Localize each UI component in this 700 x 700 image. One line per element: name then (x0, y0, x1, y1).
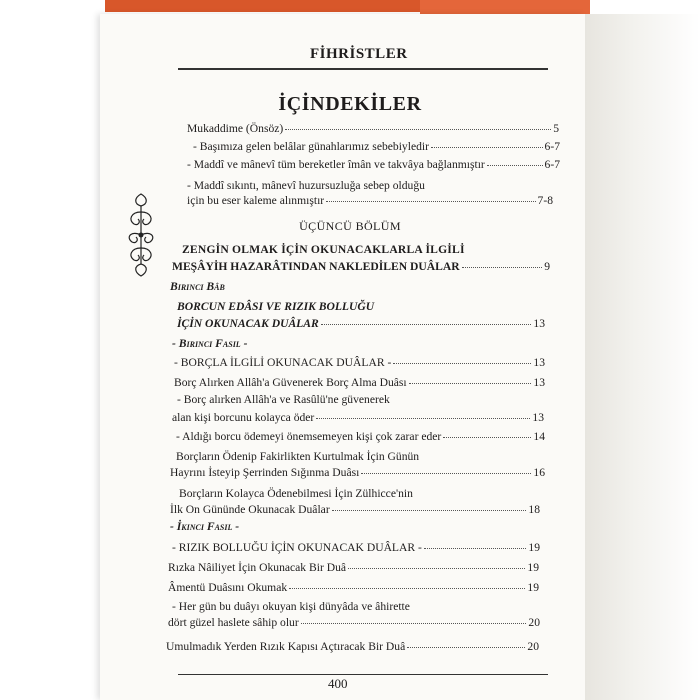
entry-text: Borç Alırken Allâh'a Güvenerek Borç Alma Duâsı (174, 376, 407, 389)
leader-dots (462, 267, 543, 268)
entry-text: Rızka Nâiliyet İçin Okunacak Bir Duâ (168, 561, 347, 574)
entry-page: 13 (533, 376, 545, 389)
entry-text: Umulmadık Yerden Rızık Kapısı Açtıracak Bir Duâ (166, 640, 406, 653)
entry-text: - Aldığı borcu ödemeyi önemsemeyen kişi çok zarar eder (176, 430, 442, 443)
toc-entry (172, 260, 550, 274)
entry-text: ZENGİN OLMAK İÇİN OKUNACAKLARLA İLGİLİ (182, 243, 465, 256)
leader-dots (424, 548, 527, 549)
entry-text: - Her gün bu duâyı okuyan kişi dünyâda ve âhirette (172, 600, 410, 613)
entry-text: - Başımıza gelen belâlar günahlarımız sebebiyledir (193, 140, 429, 153)
fasil-heading: - Birinci Fasıl - (172, 337, 248, 350)
entry-page: 13 (533, 356, 545, 369)
entry-text: Âmentü Duâsını Okumak (168, 581, 288, 594)
bab-heading: Birinci Bâb (170, 280, 225, 293)
leader-dots (487, 165, 543, 166)
toc-entry (172, 411, 544, 425)
entry-text: Hayrını İsteyip Şerrinden Sığınma Duâsı (170, 466, 360, 479)
leader-dots (407, 647, 525, 648)
leader-dots (316, 418, 530, 419)
leader-dots (332, 510, 527, 511)
entry-page: 20 (528, 616, 540, 629)
toc-entry (168, 581, 539, 595)
toc-entry (187, 158, 560, 172)
entry-page: 6-7 (544, 158, 560, 171)
leader-dots (443, 437, 531, 438)
entry-text: - BORÇLA İLGİLİ OKUNACAK DUÂLAR - (174, 356, 392, 369)
entry-text: dört güzel haslete sâhip olur (168, 616, 299, 629)
entry-text: İÇİN OKUNACAK DUÂLAR (177, 317, 319, 330)
entry-page: 14 (533, 430, 545, 443)
toc-entry (176, 430, 545, 444)
toc-entry (168, 616, 540, 630)
entry-page: 19 (527, 581, 539, 594)
entry-page: 20 (527, 640, 539, 653)
entry-text: MEŞÂYİH HAZARÂTINDAN NAKLEDİLEN DUÂLAR (172, 260, 460, 273)
toc-entry (166, 640, 539, 654)
page-edge (585, 14, 700, 700)
entry-text: - RIZIK BOLLUĞU İÇİN OKUNACAK DUÂLAR - (172, 541, 422, 554)
page-number: 400 (328, 676, 348, 691)
section-heading: ÜÇÜNCÜ BÖLÜM (299, 219, 401, 233)
entry-text: - Borç alırken Allâh'a ve Rasûlü'ne güvenerek (177, 393, 390, 406)
entry-text: Mukaddime (Önsöz) (187, 122, 284, 135)
toc-entry (187, 122, 559, 136)
entry-text: Borçların Ödenip Fakirlikten Kurtulmak İçin Günün (176, 450, 420, 463)
leader-dots (361, 473, 531, 474)
toc-entry (172, 541, 540, 555)
toc-entry (177, 317, 545, 331)
toc-entry (168, 561, 539, 575)
entry-text: alan kişi borcunu kolayca öder (172, 411, 315, 424)
entry-page: 13 (533, 317, 545, 330)
entry-page: 19 (527, 561, 539, 574)
leader-dots (285, 129, 551, 130)
leader-dots (289, 588, 525, 589)
entry-text: BORCUN EDÂSI VE RIZIK BOLLUĞU (177, 300, 375, 313)
toc-entry (170, 466, 545, 480)
entry-text: Borçların Kolayca Ödenebilmesi İçin Zülhicce'nin (179, 487, 413, 500)
leader-dots (326, 201, 535, 202)
leader-dots (393, 363, 531, 364)
fasil-heading: - İkinci Fasıl - (170, 520, 240, 533)
entry-page: 13 (532, 411, 544, 424)
leader-dots (431, 147, 543, 148)
entry-page: 16 (533, 466, 545, 479)
floral-ornament-icon (124, 190, 158, 280)
entry-page: 9 (544, 260, 550, 273)
entry-text: İlk On Gününde Okunacak Duâlar (170, 503, 330, 516)
toc-entry (170, 503, 540, 517)
toc-entry (174, 356, 545, 370)
leader-dots (348, 568, 525, 569)
entry-text: - Maddî sıkıntı, mânevî huzursuzluğa sebep olduğu (187, 179, 425, 192)
cover-band (105, 0, 455, 12)
leader-dots (409, 383, 532, 384)
leader-dots (321, 324, 532, 325)
entry-text: için bu eser kaleme alınmıştır (187, 194, 325, 207)
footer-rule (178, 674, 548, 675)
entry-page: 19 (528, 541, 540, 554)
header-rule (178, 68, 548, 70)
toc-entry (193, 140, 560, 154)
toc-entry (187, 194, 553, 208)
entry-page: 18 (528, 503, 540, 516)
toc-entry (174, 376, 545, 390)
leader-dots (301, 623, 527, 624)
toc-title: İÇİNDEKİLER (278, 93, 422, 115)
entry-page: 7-8 (537, 194, 553, 207)
entry-page: 5 (553, 122, 559, 135)
entry-text: - Maddî ve mânevî tüm bereketler îmân ve takvâya bağlanmıştır (187, 158, 485, 171)
entry-page: 6-7 (544, 140, 560, 153)
page-header: FİHRİSTLER (310, 46, 408, 62)
